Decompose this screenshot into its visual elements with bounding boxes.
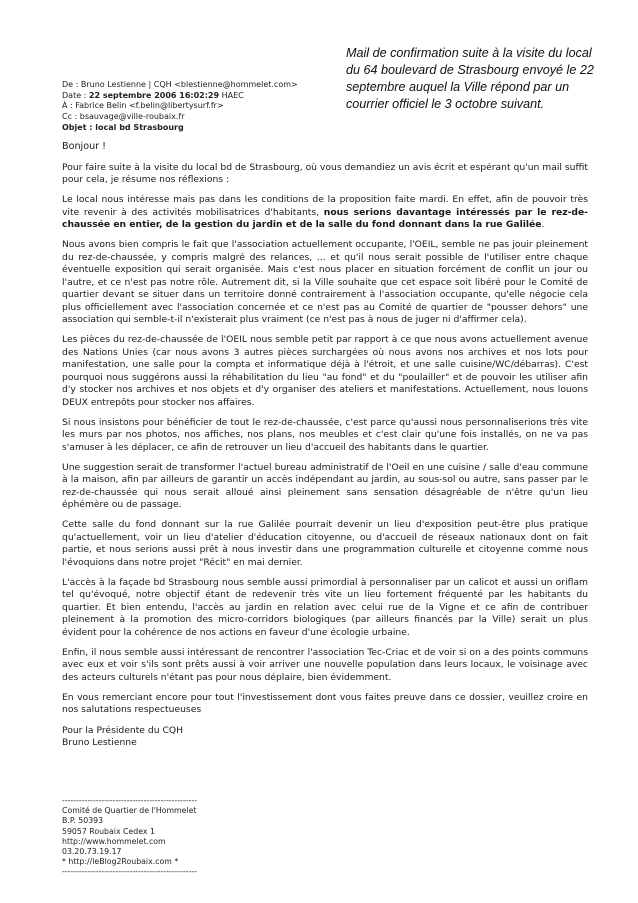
- to-line: À : Fabrice Belin <f.belin@libertysurf.fr>: [62, 101, 224, 110]
- email-body: [62, 141, 588, 750]
- paragraph-2-text-c: .: [541, 219, 545, 230]
- paragraph-1: Pour faire suite à la visite du local bd de Strasbourg, où vous demandiez un avis écrit et espérant qu'un mail suffit pour cela, je résume nos réflexions :: [62, 161, 588, 185]
- footer-org: Comité de Quartier de l'Hommelet: [62, 806, 197, 816]
- email-header: [62, 80, 352, 134]
- paragraph-8: L'accès à la façade bd Strasbourg nous semble aussi primordial à personnaliser par un calicot et aussi un oriflam tel qu'évoqué, notre objectif étant de redevenir très vite un lieu fortement fréquenté par les habitants du quartier. Et bien entendu, l'accès au jardin en relation avec celui rue de la Vigne et ce afin de contribuer pleinement à la promotion des micro-corridors biologiques (par ailleurs financés par la Ville) serait un plus évident pour la cohérence de nos actions en faveur d'une écologie urbaine.: [62, 576, 588, 638]
- paragraph-4: Les pièces du rez-de-chaussée de l'OEIL nous semble petit par rapport à ce que nous avons actuellement avenue des Nations Unies (car nous avons 3 autres pièces surchargées où nous avons nos archives et nos lots pour manifestation, une salle pour la compta et informatique déjà à l'étroit, et une salle cuisine/WC/débarras). C'est pourquoi nous suggérons aussi la réhabilitation du lieu "au fond" et du "poulailler" et de pouvoir les utiliser afin d'y stocker nos archives et nos objets et d'y organiser des ateliers et manifestations. Actuellement, nous louons DEUX entrepôts pour stocker nos affaires.: [62, 334, 588, 408]
- footer-po-box: B.P. 50393: [62, 816, 104, 826]
- footer-blog-link[interactable]: * http://leBlog2Roubaix.com *: [62, 857, 179, 867]
- date-label: Date :: [62, 90, 89, 100]
- email-footer: [62, 796, 302, 878]
- subject-line: Objet : local bd Strasbourg: [62, 123, 184, 132]
- paragraph-5: Si nous insistons pour bénéficier de tout le rez-de-chaussée, c'est parce qu'aussi nous personnaliserions très vite les murs par nos photos, nos affiches, nos plans, nos meubles et c'est clair qu'une fois installés, on ne va pas s'amuser à les déplacer, ce afin de retrouver un lieu d'accueil des habitants dans le quartier.: [62, 416, 588, 453]
- date-line: [62, 91, 352, 102]
- paragraph-6: Une suggestion serait de transformer l'actuel bureau administratif de l'Oeil en une cuisine / salle d'eau commune à la maison, afin par ailleurs de garantir un accès indépendant au jardin, au sous-sol ou autre, sans passer par le rez-de-chaussée qui nous serait alloué ainsi pleinement sans sensation désagréable de n'être qu'un lieu éphémère ou de passage.: [62, 461, 588, 510]
- paragraph-2-text-a: Le local nous intéresse mais pas dans les conditions de la proposition faite mardi. En effet, afin de pouvoir très vite revenir à des activités mobilisatrices d'habitants,: [62, 194, 588, 218]
- footer-phone: 03.20.73.19.17: [62, 847, 122, 857]
- signature-name: Bruno Lestienne: [62, 737, 137, 748]
- footer-rule-top: ------------------------------------------------: [62, 796, 198, 805]
- from-line: De : Bruno Lestienne | CQH <blestienne@hommelet.com>: [62, 80, 298, 89]
- paragraph-2-emphasis: nous serions davantage intéressés par le rez-de-chaussée en entier, de la gestion du jardin et de la salle du fond donnant dans la rue Galilée: [62, 206, 588, 230]
- paragraph-2: [62, 194, 588, 232]
- date-suffix: HAEC: [219, 90, 244, 100]
- footer-website-link[interactable]: http://www.hommelet.com: [62, 836, 166, 846]
- annotation-note: Mail de confirmation suite à la visite du local du 64 boulevard de Strasbourg envoyé le 22 septembre auquel la Ville répond par un courrier officiel le 3 octobre suivant.: [346, 46, 594, 111]
- paragraph-7: Cette salle du fond donnant sur la rue Galilée pourrait devenir un lieu d'exposition peut-être plus pratique qu'actuellement, voir un lieu d'atelier d'éducation citoyenne, ou d'accueil de réseaux nationaux dont on fait partie, et nous serions aussi prêt à nous investir dans une programmation culturelle et citoyenne comme nous l'évoquions dans notre projet "Récit" en mai dernier.: [62, 519, 588, 568]
- greeting: Bonjour !: [62, 141, 106, 152]
- footer-rule-bottom: ------------------------------------------------: [62, 867, 198, 877]
- footer-city: 59057 Roubaix Cedex 1: [62, 826, 155, 836]
- paragraph-closing: En vous remerciant encore pour tout l'investissement dont vous faites preuve dans ce dossier, veuillez croire en nos salutations respectueuses: [62, 691, 588, 715]
- paragraph-9: Enfin, il nous semble aussi intéressant de rencontrer l'association Tec-Criac et de voir si on a des points communs avec eux et voir s'ils sont prêts aussi à voir arriver une nouvelle population dans leurs locaux, le voisinage avec des acteurs culturels n'étant pas pour nous déplaire, bien évidemment.: [62, 646, 588, 683]
- date-value: 22 septembre 2006 16:02:29: [88, 90, 220, 100]
- cc-line: Cc : bsauvage@ville-roubaix.fr: [62, 111, 185, 121]
- paragraph-3: Nous avons bien compris le fait que l'association actuellement occupante, l'OEIL, semble ne pas jouir pleinement du rez-de-chaussée, y compris malgré des relances, ... et qu'il nous serait possible de l'utiliser entre chaque éventuelle exposition qui serait organisée. Mais c'est nous placer en situation forcément de conflit un jour ou l'autre, et ce n'est pas notre rôle. Autrement dit, si la Ville souhaite que cet espace soit libéré pour le Comité de quartier devant se situer dans un territoire donné contrairement à l'association occupante, qu'elle négocie cela plus officiellement avec l'association concernée et ce n'est pas au Comité de quartier de "pousser dehors" une association qui semble-t-il n'existerait plus vraiment (ce n'est pas à nous de juger ni d'affirmer cela).: [62, 239, 588, 325]
- signature-title: Pour la Présidente du CQH: [62, 724, 184, 736]
